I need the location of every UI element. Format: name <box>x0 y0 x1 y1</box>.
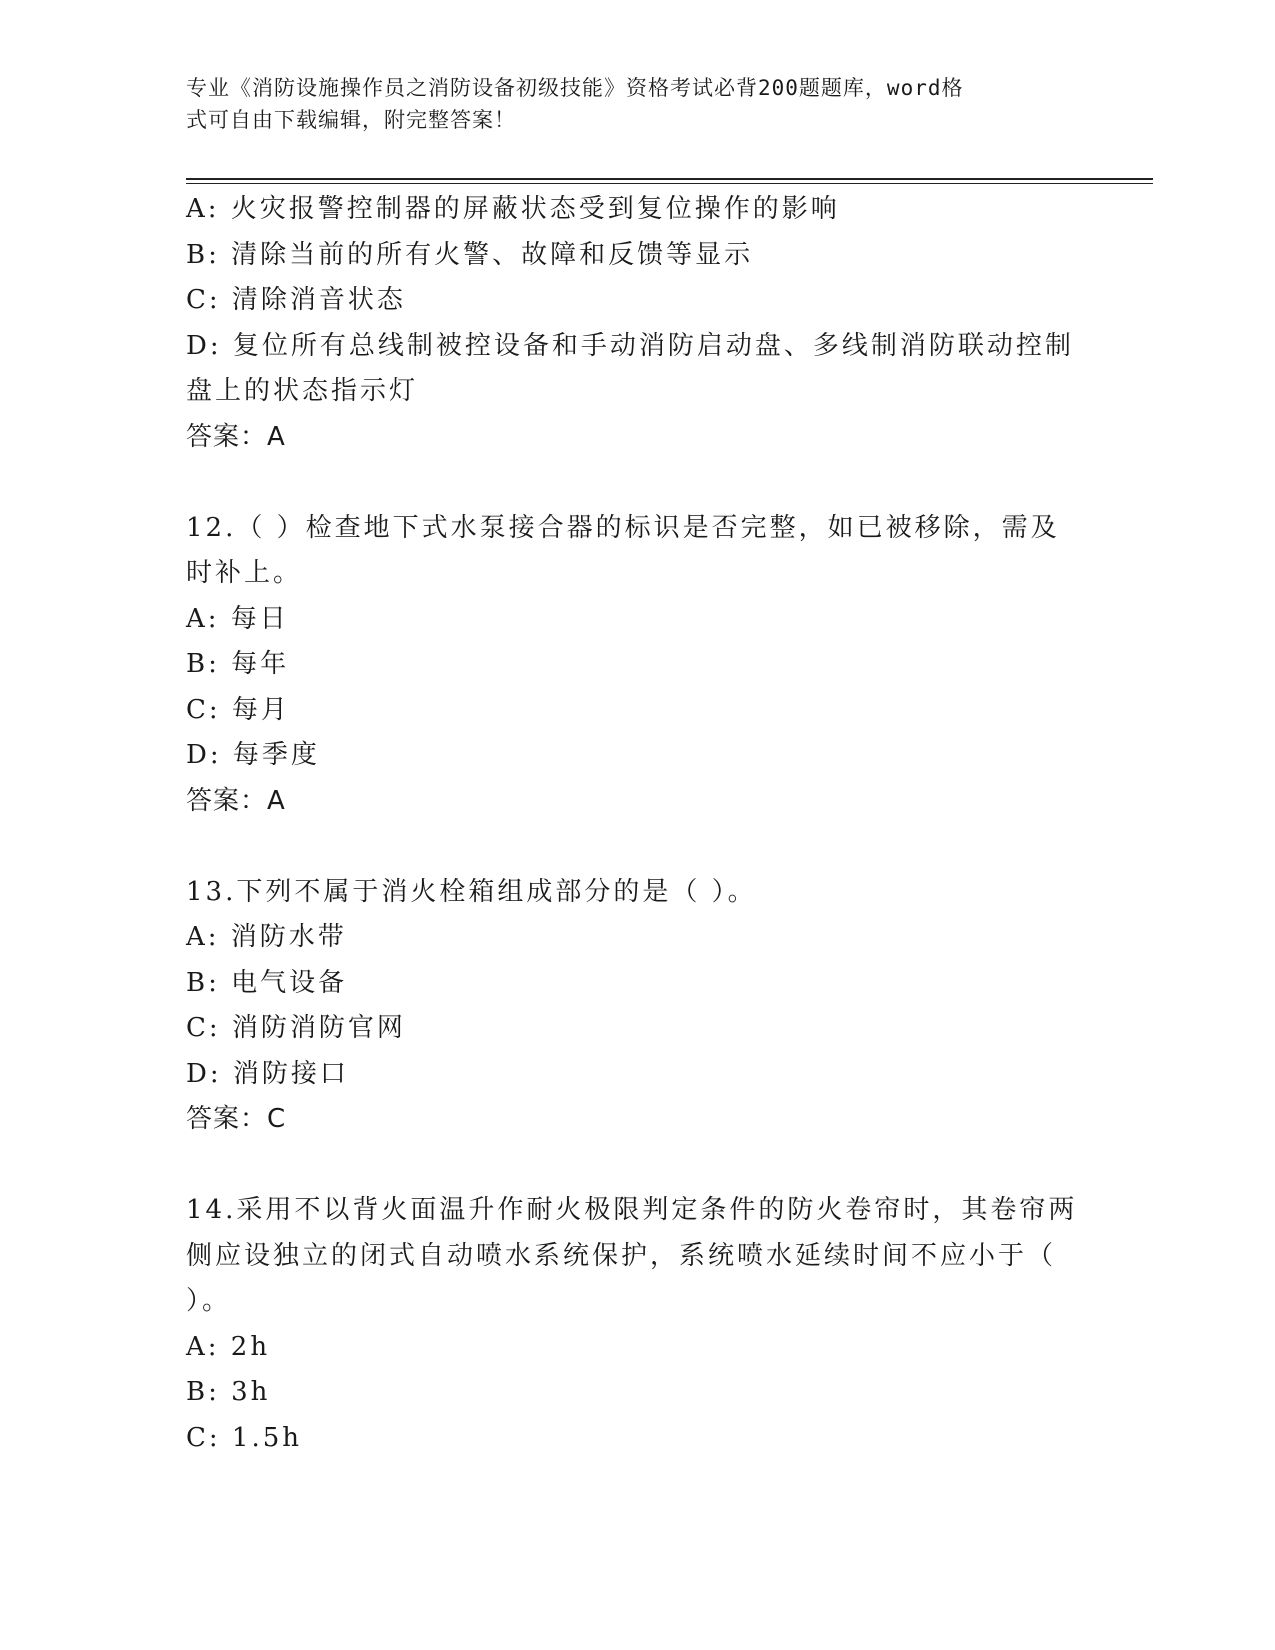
option-d-continued: 盘上的状态指示灯 <box>186 376 419 406</box>
option-b: B: 3h <box>186 1377 271 1407</box>
question-stem: 12.（ ）检查地下式水泵接合器的标识是否完整，如已被移除，需及 <box>186 512 1060 543</box>
option-a: A: 2h <box>186 1331 271 1362</box>
header-divider-thick <box>186 178 1153 180</box>
question-stem-continued: 侧应设独立的闭式自动喷水系统保护，系统喷水延续时间不应小于（ <box>186 1240 1057 1271</box>
header-line-1: 专业《消防设施操作员之消防设备初级技能》资格考试必背200题题库，word格 <box>186 76 964 100</box>
option-d: D: 复位所有总线制被控设备和手动消防启动盘、多线制消防联动控制 <box>186 330 1074 361</box>
option-c: C: 每月 <box>186 694 290 725</box>
option-a: A: 每日 <box>186 603 289 634</box>
question-13 <box>186 870 1086 1143</box>
question-12 <box>186 506 1086 825</box>
answer-line: 答案：C <box>186 1104 287 1134</box>
option-a: A: 消防水带 <box>186 922 347 952</box>
option-d: D: 每季度 <box>186 740 320 770</box>
option-c: C: 1.5h <box>186 1422 303 1453</box>
question-11 <box>186 187 1086 460</box>
document-header <box>186 72 1066 136</box>
answer-line: 答案：A <box>186 785 286 816</box>
spacer <box>186 824 1086 870</box>
option-a: A: 火灾报警控制器的屏蔽状态受到复位操作的影响 <box>186 194 840 224</box>
option-b: B: 电气设备 <box>186 967 348 998</box>
question-stem-continued: ）。 <box>186 1286 232 1316</box>
option-c: C: 清除消音状态 <box>186 285 406 315</box>
question-stem: 14.采用不以背火面温升作耐火极限判定条件的防火卷帘时，其卷帘两 <box>186 1195 1078 1225</box>
header-divider-thin <box>186 183 1153 184</box>
spacer <box>186 1143 1086 1189</box>
option-d: D: 消防接口 <box>186 1058 349 1089</box>
question-content <box>186 187 1086 1461</box>
option-c: C: 消防消防官网 <box>186 1013 406 1043</box>
question-stem-continued: 时补上。 <box>186 558 303 588</box>
answer-line: 答案：A <box>186 421 286 452</box>
question-stem: 13.下列不属于消火栓箱组成部分的是（ ）。 <box>186 876 757 907</box>
header-line-2: 式可自由下载编辑，附完整答案！ <box>186 108 516 132</box>
option-b: B: 清除当前的所有火警、故障和反馈等显示 <box>186 239 754 270</box>
spacer <box>186 460 1086 506</box>
option-b: B: 每年 <box>186 649 290 679</box>
question-14 <box>186 1188 1086 1461</box>
